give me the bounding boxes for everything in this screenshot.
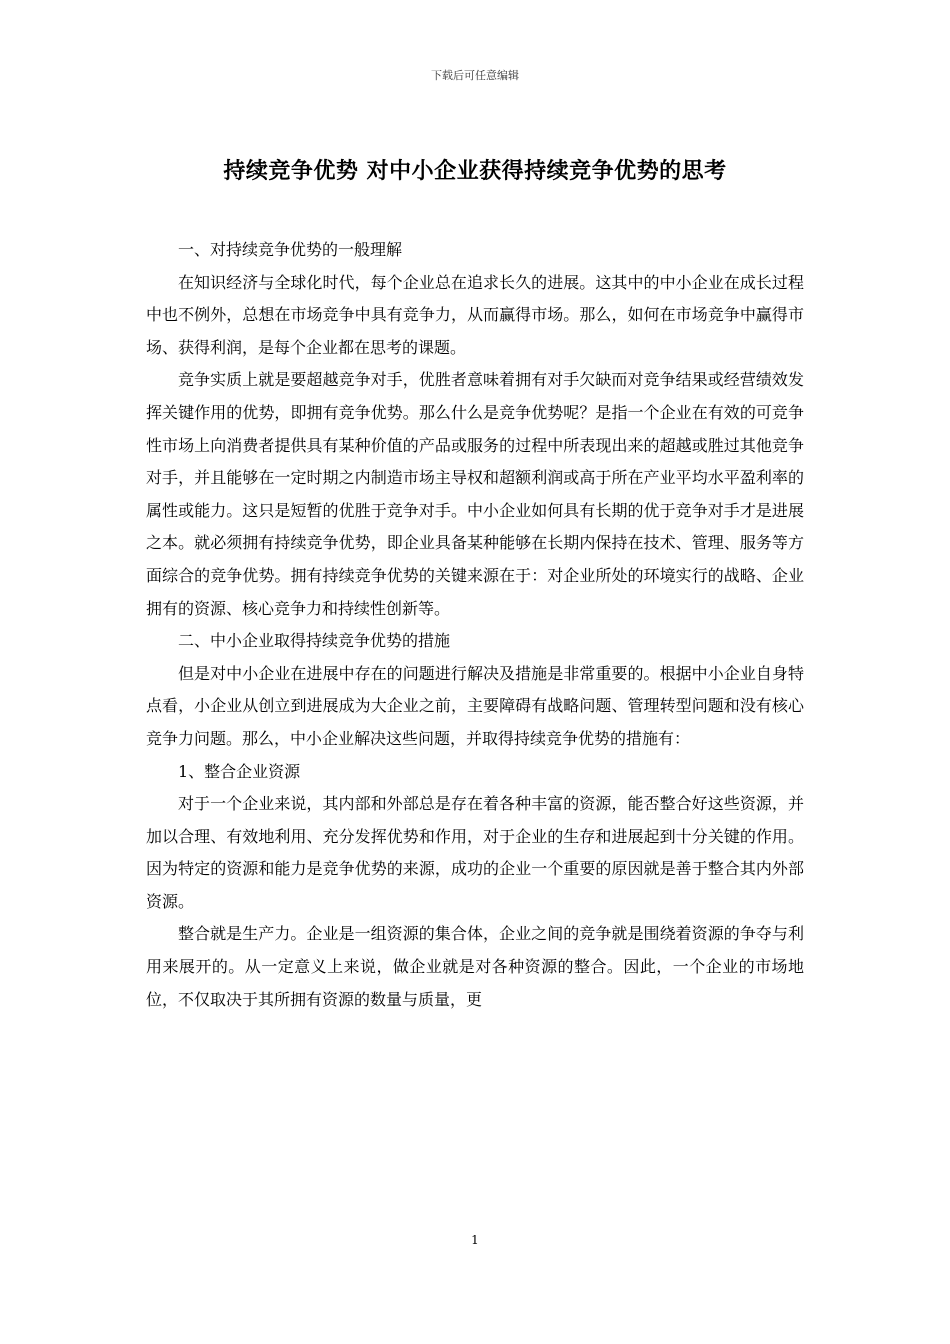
paragraph: 对于一个企业来说，其内部和外部总是存在着各种丰富的资源，能否整合好这些资源，并加以合理、有效地利用、充分发挥优势和作用，对于企业的生存和进展起到十分关键的作用。因为特定的资源和能力是竞争优势的来源，成功的企业一个重要的原因就是善于整合其内外部资源。 [146,794,804,911]
paragraph: 整合就是生产力。企业是一组资源的集合体，企业之间的竞争就是围绕着资源的争夺与利用来展开的。从一定意义上来说，做企业就是对各种资源的整合。因此，一个企业的市场地位，不仅取决于其所拥有资源的数量与质量，更 [146,924,804,1009]
paragraph: 竞争实质上就是要超越竞争对手，优胜者意味着拥有对手欠缺而对竞争结果或经营绩效发挥关键作用的优势，即拥有竞争优势。那么什么是竞争优势呢？是指一个企业在有效的可竞争性市场上向消费者提供具有某种价值的产品或服务的过程中所表现出来的超越或胜过其他竞争对手，并且能够在一定时期之内制造市场主导权和超额利润或高于所在产业平均水平盈利率的属性或能力。这只是短暂的优胜于竞争对手。中小企业如何具有长期的优于竞争对手才是进展之本。就必须拥有持续竞争优势，即企业具备某种能够在长期内保持在技术、管理、服务等方面综合的竞争优势。拥有持续竞争优势的关键来源在于：对企业所处的环境实行的战略、企业拥有的资源、核心竞争力和持续性创新等。 [146,370,804,618]
document-title: 持续竞争优势 对中小企业获得持续竞争优势的思考 [223,159,727,184]
section-heading-1: 一、对持续竞争优势的一般理解 [178,240,403,259]
subsection-heading-1: 1、整合企业资源 [178,761,301,781]
paragraph: 但是对中小企业在进展中存在的问题进行解决及措施是非常重要的。根据中小企业自身特点看，小企业从创立到进展成为大企业之前，主要障碍有战略问题、管理转型问题和没有核心竞争力问题。那么，中小企业解决这些问题，并取得持续竞争优势的措施有： [146,663,804,748]
paragraph: 在知识经济与全球化时代，每个企业总在追求长久的进展。这其中的中小企业在成长过程中也不例外，总想在市场竞争中具有竞争力，从而赢得市场。那么，如何在市场竞争中赢得市场、获得利润，是每个企业都在思考的课题。 [146,272,804,357]
page-number: 1 [471,1233,479,1247]
document-body [146,234,804,1016]
section-heading-2: 二、中小企业取得持续竞争优势的措施 [178,631,451,651]
header-note: 下载后可任意编辑 [431,69,519,82]
